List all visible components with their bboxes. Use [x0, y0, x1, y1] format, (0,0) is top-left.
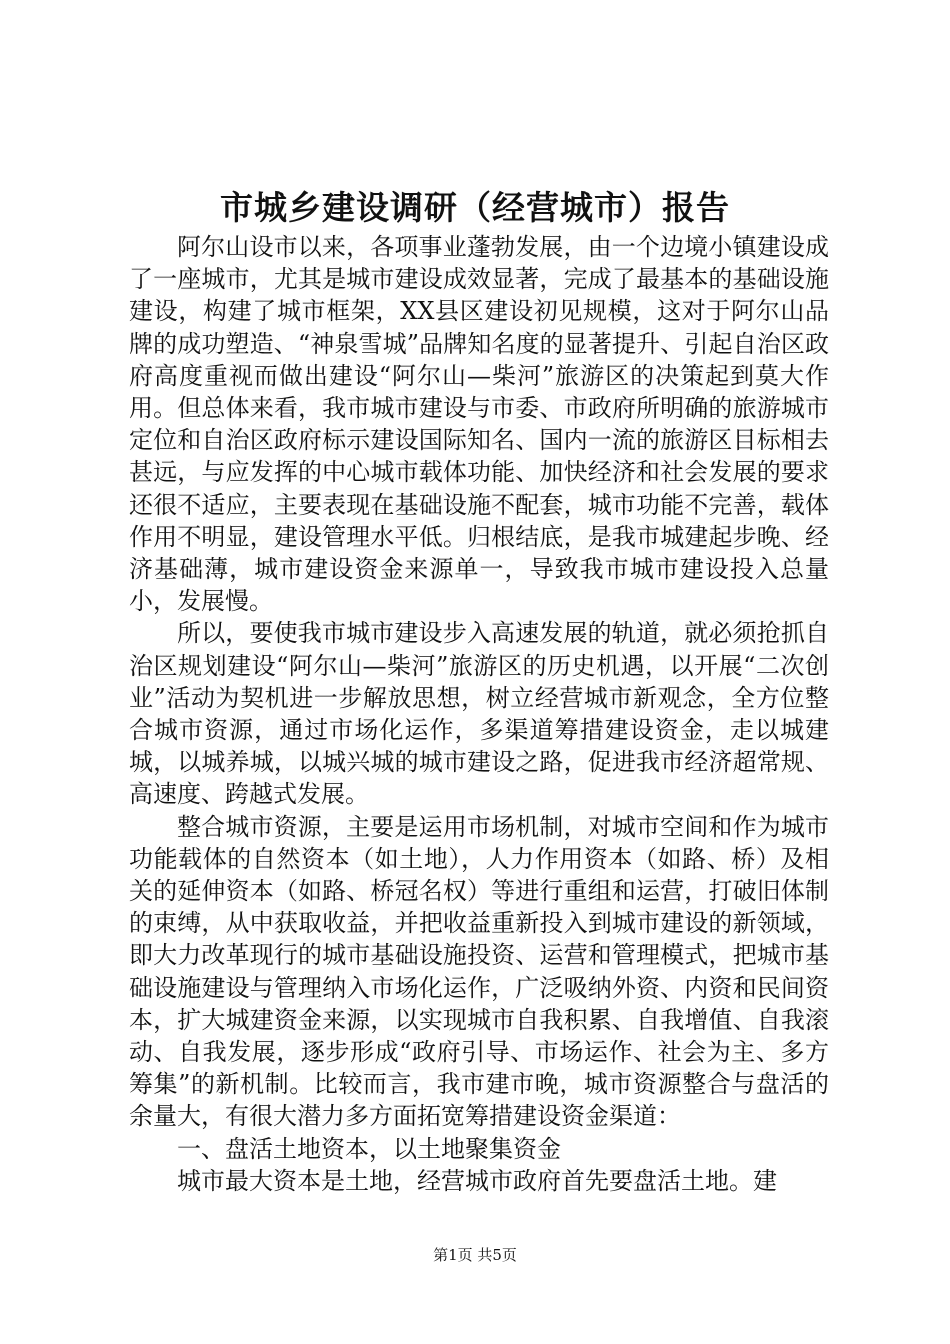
document-title: 市城乡建设调研（经营城市）报告	[220, 188, 730, 227]
paragraph-integration: 整合城市资源，主要是运用市场机制，对城市空间和作为城市功能载体的自然资本（如土地），人力作用资本（如路、桥）及相关的延伸资本（如路、桥冠名权）等进行重组和运营，打破旧体制的束缚，从中获取收益，并把收益重新投入到城市建设的新领域，即大力改革现行的城市基础设施投资、运营和管理模式，把城市基础设施建设与管理纳入市场化运作，广泛吸纳外资、内资和民间资本，扩大城建资金来源，以实现城市自我积累、自我增值、自我滚动、自我发展，逐步形成“政府引导、市场运作、社会为主、多方筹集”的新机制。比较而言，我市建市晚，城市资源整合与盘活的余量大，有很大潜力多方面拓宽筹措建设资金渠道：	[129, 812, 829, 1131]
section-heading-land: 一、盘活土地资本，以土地聚集资金	[177, 1134, 561, 1163]
page-number-footer: 第1页 共5页	[433, 1246, 517, 1264]
paragraph-land: 城市最大资本是土地，经营城市政府首先要盘活土地。建	[177, 1166, 777, 1195]
paragraph-therefore: 所以，要使我市城市建设步入高速发展的轨道，就必须抢抓自治区规划建设“阿尔山—柴河”旅游区的历史机遇，以开展“二次创业”活动为契机进一步解放思想，树立经营城市新观念，全方位整合城市资源，通过市场化运作，多渠道筹措建设资金，走以城建城，以城养城，以城兴城的城市建设之路，促进我市经济超常规、高速度、跨越式发展。	[129, 619, 829, 809]
document-body	[129, 231, 829, 1197]
paragraph-intro: 阿尔山设市以来，各项事业蓬勃发展，由一个边境小镇建设成了一座城市，尤其是城市建设成效显著，完成了最基本的基础设施建设，构建了城市框架，XX县区建设初见规模，这对于阿尔山品牌的成功塑造、“神泉雪城”品牌知名度的显著提升、引起自治区政府高度重视而做出建设“阿尔山—柴河”旅游区的决策起到莫大作用。但总体来看，我市城市建设与市委、市政府所明确的旅游城市定位和自治区政府标示建设国际知名、国内一流的旅游区目标相去甚远，与应发挥的中心城市载体功能、加快经济和社会发展的要求还很不适应，主要表现在基础设施不配套，城市功能不完善，载体作用不明显，建设管理水平低。归根结底，是我市城建起步晚、经济基础薄，城市建设资金来源单一，导致我市城市建设投入总量小，发展慢。	[129, 233, 829, 616]
